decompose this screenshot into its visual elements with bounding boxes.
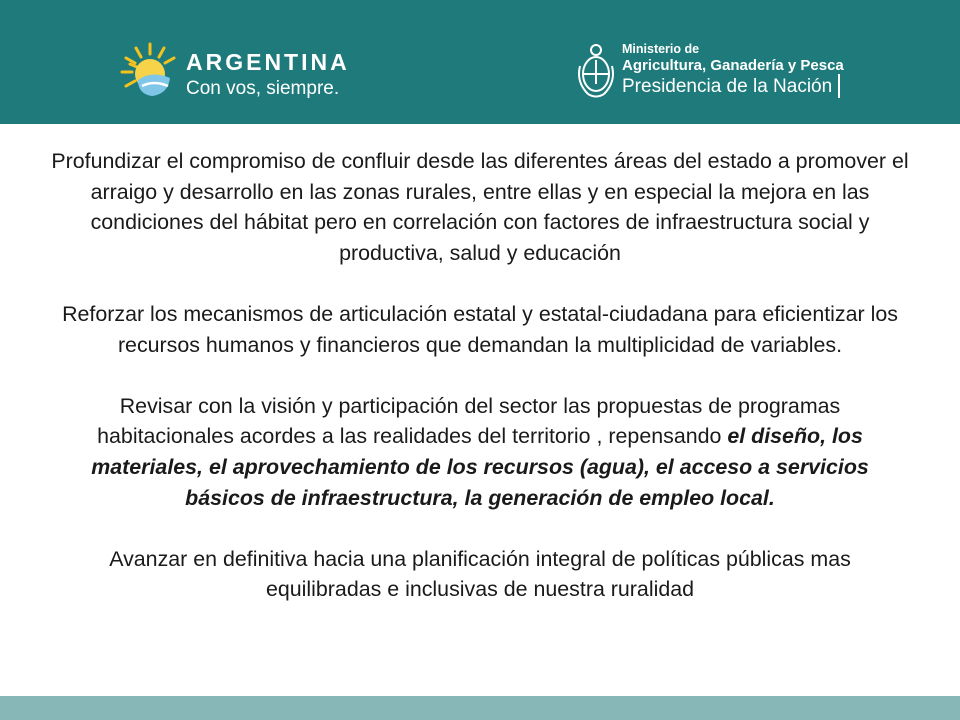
paragraph-3-text: Revisar con la visión y participación del sector las propuestas de programas habitacionales acordes a las realidades del territorio , repensando: [97, 393, 841, 449]
header-banner: [0, 0, 960, 124]
paragraph-1: Profundizar el compromiso de confluir desde las diferentes áreas del estado a promover el arraigo y desarrollo en las zonas rurales, entre ellas y en especial la mejora en las condiciones del hábitat pero en correlación con factores de infraestructura social y productiva, salud y educación: [51, 149, 909, 265]
paragraph-3: [50, 391, 910, 513]
ministry-line-1: Ministerio de: [622, 42, 700, 56]
paragraph-gap: [50, 513, 910, 544]
ministry-line-2: Agricultura, Ganadería y Pesca: [622, 57, 844, 74]
paragraph-4: Avanzar en definitiva hacia una planificación integral de políticas públicas mas equilibradas e inclusivas de nuestra ruralidad: [109, 546, 851, 602]
presidency-divider: [838, 74, 840, 98]
paragraph-2: Reforzar los mecanismos de articulación estatal y estatal-ciudadana para eficientizar los recursos humanos y financieros que demandan la multiplicidad de variables.: [62, 301, 898, 357]
ministry-logo: [576, 40, 846, 110]
argentina-logo: [118, 40, 358, 110]
paragraph-gap: [50, 268, 910, 299]
slide-body: [50, 146, 910, 605]
sun-icon: [118, 40, 182, 104]
presidency-label: Presidencia de la Nación: [622, 76, 833, 97]
paragraph-gap: [50, 360, 910, 391]
brand-tagline: Con vos, siempre.: [186, 78, 340, 99]
brand-title: ARGENTINA: [186, 49, 350, 75]
footer-band: [0, 696, 960, 720]
coat-of-arms-icon: [576, 42, 616, 100]
paragraph-3-emphasis: el diseño, los materiales, el aprovechamiento de los recursos (agua), el acceso a servicios básicos de infraestructura, la generación de empleo local.: [91, 424, 869, 510]
